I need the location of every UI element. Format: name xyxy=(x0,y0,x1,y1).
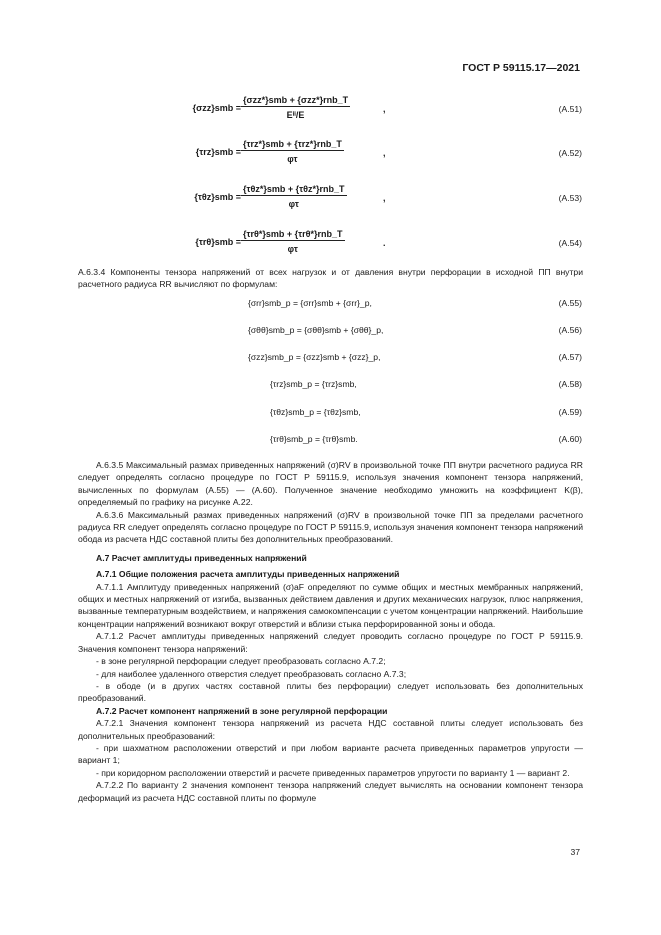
equation-numerator: {τrz*}smb + {τrz*}rnb_T xyxy=(241,138,344,151)
equation-a51 xyxy=(0,94,661,128)
equation-number: (A.59) xyxy=(558,407,582,417)
page-number: 37 xyxy=(570,847,580,857)
paragraph-a712: А.7.1.2 Расчет амплитуды приведенных напряжений следует проводить согласно процедуре по ГОСТ Р 59115.9. Значения компонент тензора напряжений: xyxy=(78,631,583,654)
equation-expression: {σθθ}smb_p = {σθθ}smb + {σθθ}_p, xyxy=(248,325,384,335)
equation-lhs: {τrz}smb = xyxy=(195,147,241,157)
equation-lhs: {τθz}smb = xyxy=(194,192,241,202)
equation-denominator: φτ xyxy=(288,199,299,210)
equation-numerator: {τθz*}smb + {τθz*}rnb_T xyxy=(241,183,347,196)
paragraph-a722: А.7.2.2 По варианту 2 значения компонент тензора напряжений следует вычислять на основании компонент тензора деформаций из расчета НДС составной плиты по формуле xyxy=(78,780,583,803)
equation-fraction xyxy=(241,228,345,256)
equation-punct: . xyxy=(383,238,386,248)
list-item: - для наиболее удаленного отверстия следует преобразовать согласно А.7.3; xyxy=(96,668,407,679)
heading-a72: А.7.2 Расчет компонент напряжений в зоне регулярной перфорации xyxy=(96,705,388,716)
equation-expression: {τrz}smb_p = {τrz}smb, xyxy=(270,379,357,389)
paragraph-a636: А.6.3.6 Максимальный размах приведенных напряжений (σ)RV в произвольной точке ПП за пределами расчетного радиуса RR следует определять согласно процедуре по ГОСТ Р 59115.9, используя значения компонент тензора напряжений обода из расчета НДС составной плиты без дополнительных преобразований. xyxy=(78,509,583,545)
equation-expression: {τθz}smb_p = {τθz}smb, xyxy=(270,407,361,417)
heading-a71: А.7.1 Общие положения расчета амплитуды приведенных напряжений xyxy=(96,569,400,580)
equation-numerator: {τrθ*}smb + {τrθ*}rnb_T xyxy=(241,228,345,241)
equation-fraction xyxy=(241,94,350,122)
equation-a53 xyxy=(0,183,661,217)
equation-number: (A.52) xyxy=(558,148,582,158)
equation-punct: , xyxy=(383,193,386,203)
paragraph-a634: А.6.3.4 Компоненты тензора напряжений от всех нагрузок и от давления внутри перфорации в исходной ПП внутри расчетного радиуса RR вычисляют по формулам: xyxy=(78,267,583,290)
equation-lhs: {σzz}smb = xyxy=(192,103,241,113)
heading-a7: А.7 Расчет амплитуды приведенных напряжений xyxy=(96,552,307,563)
paragraph-a711: А.7.1.1 Амплитуду приведенных напряжений (σ)aF определяют по сумме общих и местных мембранных напряжений, общих и местных напряжений от изгиба, вызванных действием давления и других механических нагрузок, плюс напряжения, вызванные температурным воздействием, и напряжения самокомпенсации с учетом концентрации напряжений. Наибольшие концентрации напряжений возникают вокруг отверстий и вблизи стыка перфорированной зоны и обода. xyxy=(78,581,583,629)
equation-lhs: {τrθ}smb = xyxy=(195,237,241,247)
equation-punct: , xyxy=(383,104,386,114)
list-item: - при коридорном расположении отверстий и расчете приведенных параметров упругости по варианту 1 — вариант 2. xyxy=(96,767,570,778)
equation-a54 xyxy=(0,228,661,262)
equation-denominator: φτ xyxy=(287,154,298,165)
equation-numerator: {σzz*}smb + {σzz*}rnb_T xyxy=(241,94,350,107)
list-item: - при шахматном расположении отверстий и при любом варианте расчета приведенных параметров упругости — вариант 1; xyxy=(78,742,583,766)
paragraph-a635: А.6.3.5 Максимальный размах приведенных напряжений (σ)RV в произвольной точке ПП внутри расчетного радиуса RR следует определять согласно процедуре по ГОСТ Р 59115.9, используя значения компонент тензора напряжений, вычисленных по формулам (А.55) — (А.60). Полученное значение необходимо умножить на коэффициент K(β), определяемый по графику на рисунке А.22. xyxy=(78,460,583,508)
equation-number: (A.57) xyxy=(558,352,582,362)
equation-a52 xyxy=(0,138,661,172)
list-item: - в ободе (и в других частях составной плиты без перфорации) следует использовать без дополнительных преобразований. xyxy=(78,680,583,704)
equation-number: (A.53) xyxy=(558,193,582,203)
equation-punct: , xyxy=(383,148,386,158)
document-code-header: ГОСТ Р 59115.17—2021 xyxy=(462,62,580,74)
equation-expression: {σzz}smb_p = {σzz}smb + {σzz}_p, xyxy=(248,352,381,362)
body-text xyxy=(78,459,583,804)
equation-expression: {σrr}smb_p = {σrr}smb + {σrr}_p, xyxy=(248,298,372,308)
equation-expression: {τrθ}smb_p = {τrθ}smb. xyxy=(270,434,358,444)
equation-number: (A.56) xyxy=(558,325,582,335)
paragraph-a721: А.7.2.1 Значения компонент тензора напряжений из расчета НДС составной плиты следует использовать без дополнительных преобразований: xyxy=(78,718,583,741)
equation-number: (A.58) xyxy=(558,379,582,389)
list-item: - в зоне регулярной перфорации следует преобразовать согласно А.7.2; xyxy=(96,656,386,667)
equation-fraction xyxy=(241,183,347,211)
equation-number: (A.54) xyxy=(558,238,582,248)
equation-denominator: φτ xyxy=(287,244,298,255)
equation-number: (A.60) xyxy=(558,434,582,444)
equation-fraction xyxy=(241,138,344,166)
equation-denominator: Eⁱⁱ/E xyxy=(286,110,305,121)
equation-number: (A.55) xyxy=(558,298,582,308)
equation-number: (A.51) xyxy=(558,104,582,114)
